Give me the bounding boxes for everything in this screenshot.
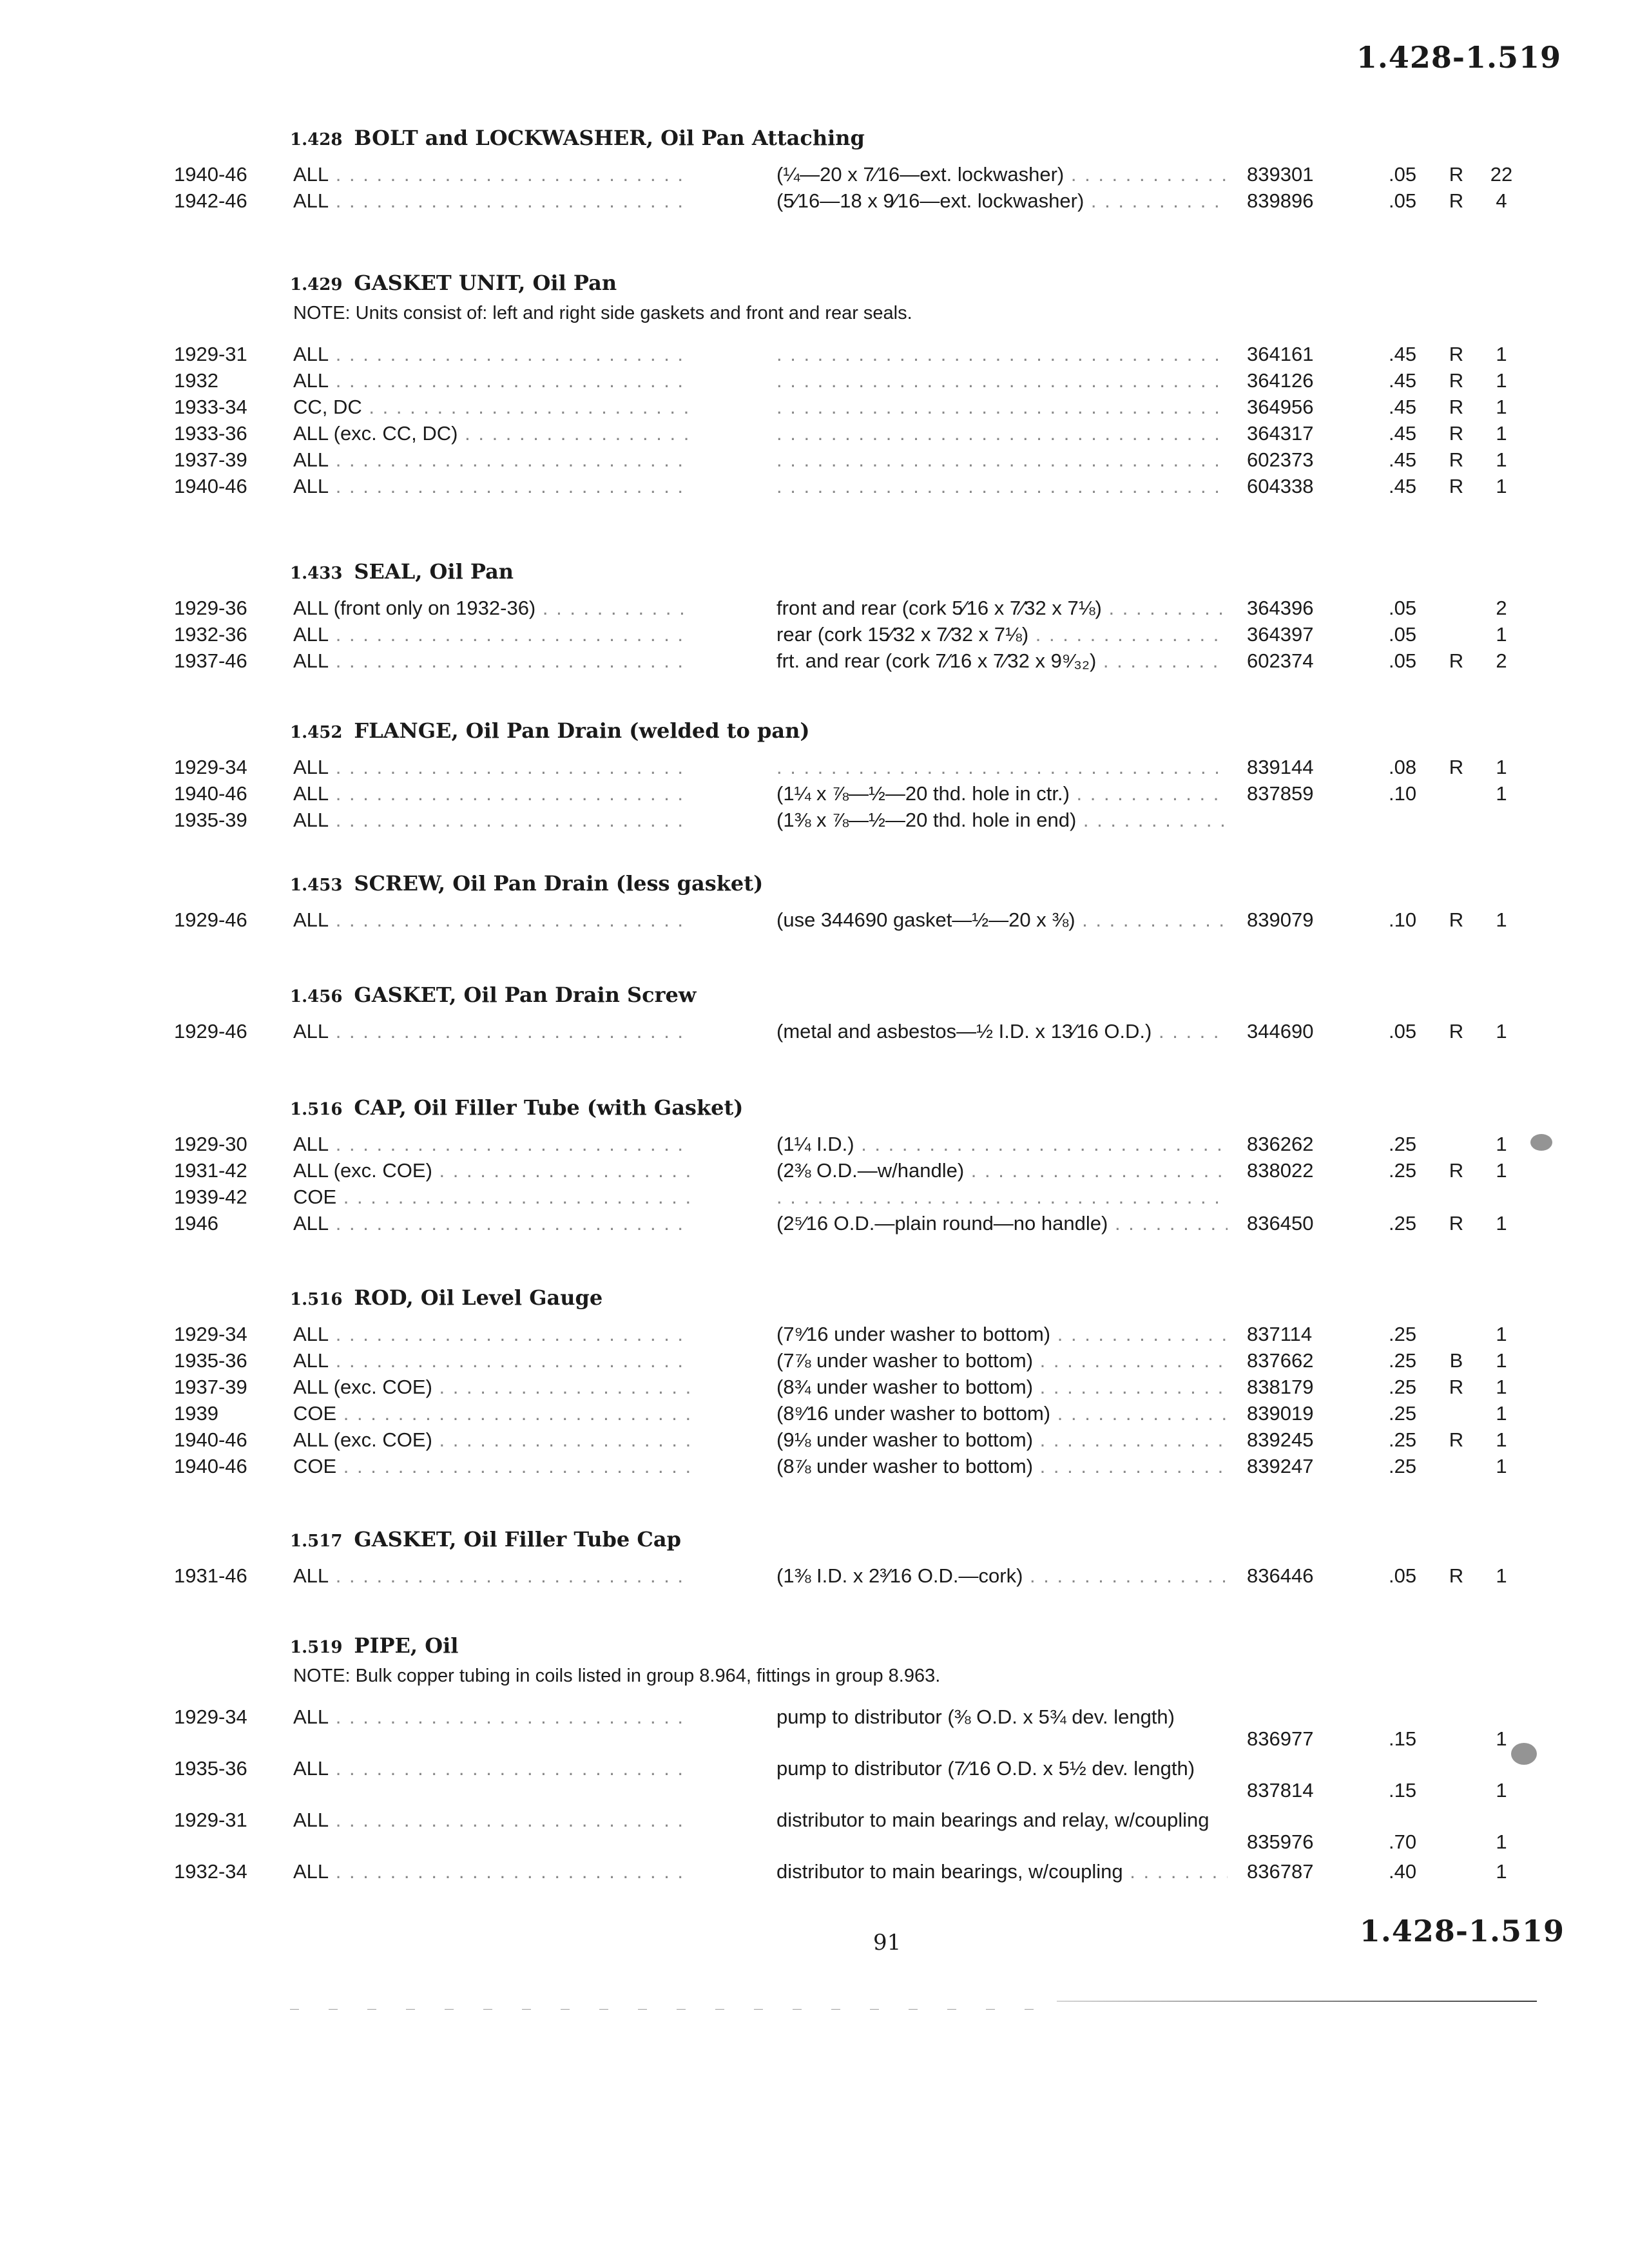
year-range: 1935-36: [174, 1757, 247, 1780]
part-number: 839019: [1247, 1402, 1314, 1425]
section-number: 1.519: [290, 1638, 343, 1657]
year-range: 1931-42: [174, 1159, 247, 1182]
part-number: 602373: [1247, 448, 1314, 471]
price-cell: .40: [1389, 1860, 1417, 1883]
model-cell: ALL . . .: [293, 782, 693, 805]
table-row: [174, 597, 1559, 622]
section-number: 1.452: [290, 723, 343, 742]
table-row: [174, 623, 1559, 649]
price-cell: .25: [1389, 1455, 1417, 1477]
table-row: [174, 1349, 1559, 1375]
description-cell: (use 344690 gasket—½—20 x ⅜) . . .: [776, 908, 1228, 932]
model-cell: COE . . .: [293, 1402, 693, 1425]
model-cell: ALL . . .: [293, 448, 693, 472]
price-cell: .25: [1389, 1402, 1417, 1425]
table-row: [174, 422, 1559, 448]
model-cell: ALL (exc. COE) . . .: [293, 1376, 693, 1399]
price-cell: .15: [1389, 1779, 1417, 1802]
table-row: [174, 1020, 1559, 1046]
description-cell: [776, 343, 1228, 366]
year-range: 1929-34: [174, 1323, 247, 1345]
section-title-text: CAP, Oil Filler Tube (with Gasket): [354, 1095, 744, 1120]
code-cell: R: [1449, 189, 1464, 212]
quantity-cell: 1: [1496, 1831, 1507, 1853]
table-row: [174, 1323, 1559, 1349]
description-cell: (1⅜ I.D. x 2³⁄16 O.D.—cork) . . .: [776, 1564, 1228, 1588]
year-range: 1929-31: [174, 343, 247, 365]
description-cell: frt. and rear (cork 7⁄16 x 7⁄32 x 9⁹⁄₃₂) . . .: [776, 649, 1228, 673]
price-cell: .25: [1389, 1323, 1417, 1345]
year-range: 1937-39: [174, 448, 247, 471]
table-row: [174, 1455, 1559, 1481]
price-cell: .25: [1389, 1428, 1417, 1451]
year-range: 1939-42: [174, 1186, 247, 1208]
price-cell: .45: [1389, 369, 1417, 392]
year-range: 1940-46: [174, 163, 247, 186]
model-cell: ALL . . .: [293, 1323, 693, 1346]
code-cell: R: [1449, 756, 1464, 778]
table-row: [174, 1186, 1559, 1211]
section-number: 1.453: [290, 876, 343, 895]
table-row: [174, 809, 1559, 834]
code-cell: R: [1449, 163, 1464, 186]
part-number: 839301: [1247, 163, 1314, 186]
quantity-cell: 1: [1496, 448, 1507, 471]
section-title: [290, 1095, 743, 1120]
description-cell: (¼—20 x 7⁄16—ext. lockwasher) . . .: [776, 163, 1228, 186]
description-cell: pump to distributor (⅜ O.D. x 5¾ dev. length): [776, 1706, 1175, 1728]
quantity-cell: 1: [1496, 1564, 1507, 1587]
quantity-cell: 1: [1496, 1349, 1507, 1372]
quantity-cell: 1: [1496, 475, 1507, 497]
description-cell: (7⅞ under washer to bottom) . . .: [776, 1349, 1228, 1372]
section-number: 1.429: [290, 275, 343, 294]
model-cell: ALL (exc. CC, DC) . . .: [293, 422, 693, 445]
price-cell: .70: [1389, 1831, 1417, 1853]
year-range: 1935-36: [174, 1349, 247, 1372]
section-title: [290, 1527, 681, 1552]
model-cell: ALL . . .: [293, 1133, 693, 1156]
model-cell: ALL . . .: [293, 475, 693, 498]
quantity-cell: 1: [1496, 1020, 1507, 1043]
code-cell: R: [1449, 396, 1464, 418]
year-range: 1935-39: [174, 809, 247, 831]
part-number: 364396: [1247, 597, 1314, 619]
model-cell: COE . . .: [293, 1186, 693, 1209]
model-cell: CC, DC . . .: [293, 396, 693, 419]
description-cell: [776, 1186, 1228, 1209]
model-cell: ALL . . .: [293, 649, 693, 673]
model-cell: ALL . . .: [293, 623, 693, 646]
part-number: 839245: [1247, 1428, 1314, 1451]
part-number: 836262: [1247, 1133, 1314, 1155]
part-number: 837662: [1247, 1349, 1314, 1372]
quantity-cell: 1: [1496, 756, 1507, 778]
table-row: [174, 1428, 1559, 1454]
year-range: 1933-34: [174, 396, 247, 418]
quantity-cell: 4: [1496, 189, 1507, 212]
quantity-cell: 1: [1496, 1455, 1507, 1477]
section-title: [290, 871, 763, 896]
quantity-cell: 1: [1496, 422, 1507, 445]
year-range: 1933-36: [174, 422, 247, 445]
section-title: [290, 126, 865, 150]
year-range: 1932-34: [174, 1860, 247, 1883]
price-cell: .25: [1389, 1133, 1417, 1155]
table-row: [174, 1860, 1559, 1886]
description-cell: (1¼ x ⅞—½—20 thd. hole in ctr.) . . .: [776, 782, 1228, 805]
section-title: [290, 1633, 458, 1658]
description-cell: [776, 369, 1228, 392]
part-number: 837814: [1247, 1779, 1314, 1802]
quantity-cell: 1: [1496, 908, 1507, 931]
code-cell: R: [1449, 1376, 1464, 1398]
price-cell: .25: [1389, 1212, 1417, 1235]
price-cell: .05: [1389, 163, 1417, 186]
description-cell: pump to distributor (7⁄16 O.D. x 5½ dev. length): [776, 1757, 1195, 1780]
code-cell: R: [1449, 448, 1464, 471]
part-number: 364317: [1247, 422, 1314, 445]
section-title: [290, 559, 514, 584]
model-cell: ALL . . .: [293, 1809, 693, 1832]
code-cell: R: [1449, 475, 1464, 497]
description-cell: (7⁹⁄16 under washer to bottom) . . .: [776, 1323, 1228, 1346]
code-cell: R: [1449, 1428, 1464, 1451]
model-cell: ALL . . .: [293, 1564, 693, 1588]
description-cell: (metal and asbestos—½ I.D. x 13⁄16 O.D.) . . .: [776, 1020, 1228, 1043]
scan-artifact-line: [1057, 2001, 1537, 2002]
year-range: 1946: [174, 1212, 218, 1235]
table-row: [174, 1402, 1559, 1428]
price-cell: .10: [1389, 782, 1417, 805]
part-number: 836787: [1247, 1860, 1314, 1883]
table-row: [174, 1376, 1559, 1401]
description-cell: distributor to main bearings and relay, w/coupling: [776, 1809, 1210, 1831]
price-cell: .25: [1389, 1349, 1417, 1372]
section-number: 1.516: [290, 1100, 343, 1119]
quantity-cell: 1: [1496, 1376, 1507, 1398]
code-cell: R: [1449, 1212, 1464, 1235]
year-range: 1929-46: [174, 908, 247, 931]
year-range: 1929-34: [174, 756, 247, 778]
quantity-cell: 1: [1496, 1727, 1507, 1750]
description-cell: (2⁵⁄16 O.D.—plain round—no handle) . . .: [776, 1212, 1228, 1235]
year-range: 1929-31: [174, 1809, 247, 1831]
description-cell: (8¾ under washer to bottom) . . .: [776, 1376, 1228, 1399]
section-number: 1.428: [290, 130, 343, 149]
quantity-cell: 1: [1496, 1133, 1507, 1155]
part-number: 837859: [1247, 782, 1314, 805]
model-cell: ALL . . .: [293, 1212, 693, 1235]
code-cell: R: [1449, 422, 1464, 445]
scan-artifact-dashes: [290, 2009, 1063, 2010]
table-row: [174, 1564, 1559, 1590]
description-cell: front and rear (cork 5⁄16 x 7⁄32 x 7⅛) . . .: [776, 597, 1228, 620]
description-cell: distributor to main bearings, w/coupling . . .: [776, 1860, 1228, 1883]
part-number: 604338: [1247, 475, 1314, 497]
table-row: [174, 1757, 1559, 1802]
model-cell: ALL . . .: [293, 908, 693, 932]
part-number: 839896: [1247, 189, 1314, 212]
section-title-text: FLANGE, Oil Pan Drain (welded to pan): [354, 718, 810, 743]
quantity-cell: 1: [1496, 1428, 1507, 1451]
footer-range: 1.428-1.519: [1359, 1914, 1565, 1948]
table-row: [174, 1133, 1559, 1158]
part-number: 344690: [1247, 1020, 1314, 1043]
section-title-text: SCREW, Oil Pan Drain (less gasket): [354, 871, 764, 896]
year-range: 1937-46: [174, 649, 247, 672]
year-range: 1929-34: [174, 1706, 247, 1728]
part-number: 364956: [1247, 396, 1314, 418]
model-cell: ALL . . .: [293, 1349, 693, 1372]
model-cell: ALL (exc. COE) . . .: [293, 1428, 693, 1452]
price-cell: .10: [1389, 908, 1417, 931]
year-range: 1942-46: [174, 189, 247, 212]
price-cell: .05: [1389, 623, 1417, 646]
model-cell: ALL (exc. COE) . . .: [293, 1159, 693, 1182]
description-cell: (9⅛ under washer to bottom) . . .: [776, 1428, 1228, 1452]
description-cell: rear (cork 15⁄32 x 7⁄32 x 7⅛) . . .: [776, 623, 1228, 646]
description-cell: (8⁹⁄16 under washer to bottom) . . .: [776, 1402, 1228, 1425]
table-row: [174, 1706, 1559, 1750]
year-range: 1940-46: [174, 1428, 247, 1451]
model-cell: ALL . . .: [293, 756, 693, 779]
code-cell: R: [1449, 1564, 1464, 1587]
section-title: [290, 271, 617, 295]
year-range: 1929-36: [174, 597, 247, 619]
quantity-cell: 1: [1496, 623, 1507, 646]
model-cell: ALL . . .: [293, 343, 693, 366]
section-title: [290, 718, 810, 743]
description-cell: (2⅜ O.D.—w/handle) . . .: [776, 1159, 1228, 1182]
part-number: 364126: [1247, 369, 1314, 392]
quantity-cell: 1: [1496, 1860, 1507, 1883]
year-range: 1940-46: [174, 782, 247, 805]
price-cell: .25: [1389, 1159, 1417, 1182]
quantity-cell: 1: [1496, 1159, 1507, 1182]
model-cell: ALL . . .: [293, 163, 693, 186]
code-cell: B: [1449, 1349, 1463, 1372]
section-title-text: ROD, Oil Level Gauge: [354, 1285, 603, 1310]
model-cell: ALL . . .: [293, 809, 693, 832]
section-number: 1.456: [290, 987, 343, 1006]
year-range: 1932: [174, 369, 218, 392]
quantity-cell: 22: [1490, 163, 1513, 186]
section-title-text: GASKET, Oil Filler Tube Cap: [354, 1527, 681, 1552]
table-row: [174, 1212, 1559, 1238]
quantity-cell: 2: [1496, 649, 1507, 672]
table-row: [174, 908, 1559, 934]
section-title-text: GASKET, Oil Pan Drain Screw: [354, 983, 697, 1007]
scan-speck: [1511, 1743, 1537, 1765]
table-row: [174, 649, 1559, 675]
table-row: [174, 1809, 1559, 1853]
description-cell: (8⅞ under washer to bottom) . . .: [776, 1455, 1228, 1478]
table-row: [174, 189, 1559, 215]
table-row: [174, 782, 1559, 808]
price-cell: .08: [1389, 756, 1417, 778]
table-row: [174, 756, 1559, 782]
description-cell: [776, 756, 1228, 779]
section-title-text: SEAL, Oil Pan: [354, 559, 514, 584]
year-range: 1939: [174, 1402, 218, 1425]
quantity-cell: 1: [1496, 343, 1507, 365]
table-row: [174, 1159, 1559, 1185]
table-row: [174, 369, 1559, 395]
code-cell: R: [1449, 649, 1464, 672]
price-cell: .05: [1389, 1564, 1417, 1587]
quantity-cell: 1: [1496, 1323, 1507, 1345]
scan-speck: [1530, 1134, 1552, 1151]
section-note: NOTE: Bulk copper tubing in coils listed in group 8.964, fittings in group 8.963.: [293, 1666, 941, 1686]
part-number: 838022: [1247, 1159, 1314, 1182]
quantity-cell: 1: [1496, 1402, 1507, 1425]
year-range: 1940-46: [174, 1455, 247, 1477]
model-cell: ALL . . .: [293, 1757, 693, 1780]
model-cell: ALL . . .: [293, 1706, 693, 1729]
quantity-cell: 1: [1496, 369, 1507, 392]
year-range: 1929-30: [174, 1133, 247, 1155]
description-cell: (1¼ I.D.) . . .: [776, 1133, 1228, 1156]
section-number: 1.516: [290, 1290, 343, 1309]
quantity-cell: 1: [1496, 782, 1507, 805]
part-number: 364161: [1247, 343, 1314, 365]
description-cell: [776, 475, 1228, 498]
part-number: 835976: [1247, 1831, 1314, 1853]
section-title: [290, 983, 696, 1007]
section-number: 1.517: [290, 1532, 343, 1551]
code-cell: R: [1449, 1020, 1464, 1043]
price-cell: .45: [1389, 475, 1417, 497]
table-row: [174, 163, 1559, 189]
description-cell: [776, 422, 1228, 445]
section-title-text: GASKET UNIT, Oil Pan: [354, 271, 617, 295]
part-number: 838179: [1247, 1376, 1314, 1398]
model-cell: ALL . . .: [293, 369, 693, 392]
price-cell: .05: [1389, 597, 1417, 619]
price-cell: .05: [1389, 1020, 1417, 1043]
code-cell: R: [1449, 1159, 1464, 1182]
quantity-cell: 1: [1496, 1779, 1507, 1802]
price-cell: .45: [1389, 396, 1417, 418]
section-number: 1.433: [290, 564, 343, 583]
quantity-cell: 1: [1496, 1212, 1507, 1235]
part-number: 836450: [1247, 1212, 1314, 1235]
year-range: 1932-36: [174, 623, 247, 646]
part-number: 836446: [1247, 1564, 1314, 1587]
part-number: 839144: [1247, 756, 1314, 778]
price-cell: .45: [1389, 343, 1417, 365]
part-number: 837114: [1247, 1323, 1313, 1345]
description-cell: (5⁄16—18 x 9⁄16—ext. lockwasher) . . .: [776, 189, 1228, 213]
page-number: 91: [873, 1930, 901, 1956]
table-row: [174, 396, 1559, 421]
description-cell: [776, 396, 1228, 419]
page-heading: 1.428-1.519: [1356, 40, 1561, 75]
model-cell: ALL (front only on 1932-36) . . .: [293, 597, 693, 620]
section-title-text: BOLT and LOCKWASHER, Oil Pan Attaching: [354, 126, 865, 150]
price-cell: .25: [1389, 1376, 1417, 1398]
price-cell: .45: [1389, 422, 1417, 445]
price-cell: .05: [1389, 189, 1417, 212]
price-cell: .05: [1389, 649, 1417, 672]
section-title: [290, 1285, 602, 1310]
part-number: 839079: [1247, 908, 1314, 931]
code-cell: R: [1449, 369, 1464, 392]
table-row: [174, 475, 1559, 501]
year-range: 1937-39: [174, 1376, 247, 1398]
description-cell: (1⅜ x ⅞—½—20 thd. hole in end) . . .: [776, 809, 1228, 832]
price-cell: .45: [1389, 448, 1417, 471]
section-note: NOTE: Units consist of: left and right side gaskets and front and rear seals.: [293, 303, 912, 323]
part-number: 836977: [1247, 1727, 1314, 1750]
code-cell: R: [1449, 908, 1464, 931]
description-cell: [776, 448, 1228, 472]
model-cell: COE . . .: [293, 1455, 693, 1478]
year-range: 1931-46: [174, 1564, 247, 1587]
code-cell: R: [1449, 343, 1464, 365]
section-title-text: PIPE, Oil: [354, 1633, 459, 1658]
model-cell: ALL . . .: [293, 1020, 693, 1043]
quantity-cell: 2: [1496, 597, 1507, 619]
quantity-cell: 1: [1496, 396, 1507, 418]
table-row: [174, 343, 1559, 369]
year-range: 1929-46: [174, 1020, 247, 1043]
part-number: 839247: [1247, 1455, 1314, 1477]
price-cell: .15: [1389, 1727, 1417, 1750]
part-number: 364397: [1247, 623, 1314, 646]
model-cell: ALL . . .: [293, 1860, 693, 1883]
part-number: 602374: [1247, 649, 1314, 672]
year-range: 1940-46: [174, 475, 247, 497]
table-row: [174, 448, 1559, 474]
model-cell: ALL . . .: [293, 189, 693, 213]
